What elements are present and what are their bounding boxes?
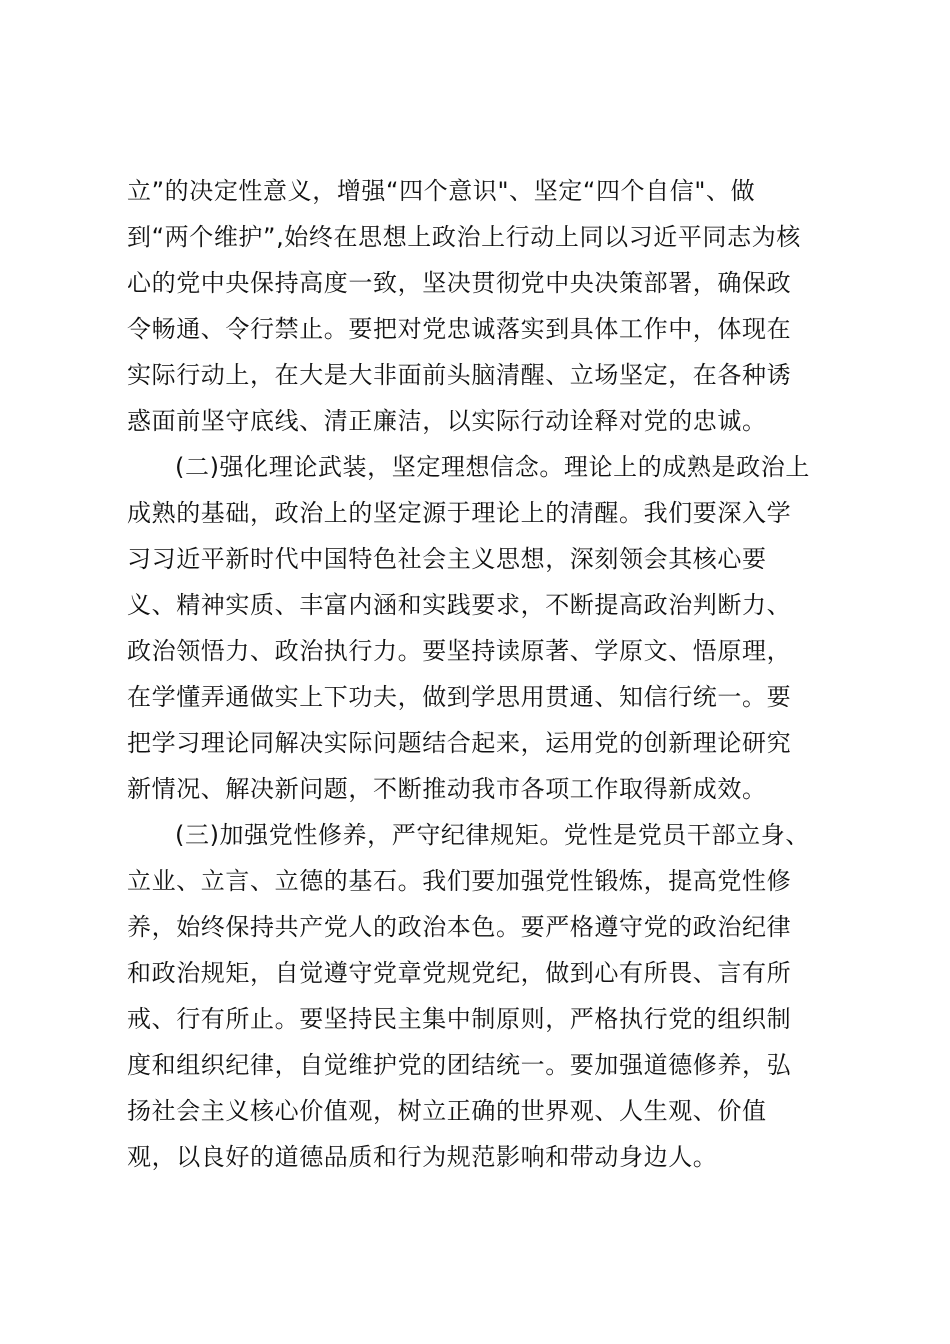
text-line: 把学习理论同解决实际问题结合起来，运用党的创新理论研究 — [127, 729, 792, 757]
text-line: 心的党中央保持高度一致，坚决贯彻党中央决策部署，确保政 — [127, 269, 792, 297]
text-line: 政治领悟力、政治执行力。要坚持读原著、学原文、悟原理， — [127, 637, 792, 665]
text-line: 新情况、解决新问题，不断推动我市各项工作取得新成效。 — [127, 775, 767, 803]
text-line: 立”的决定性意义，增强“四个意识"、坚定“四个自信"、做 — [127, 177, 756, 205]
text-line: 立业、立言、立德的基石。我们要加强党性锻炼，提高党性修 — [127, 867, 792, 895]
text-line: 义、精神实质、丰富内涵和实践要求，不断提高政治判断力、 — [127, 591, 792, 619]
text-line: 度和组织纪律，自觉维护党的团结统一。要加强道德修养，弘 — [127, 1051, 792, 1079]
paragraph-2 — [127, 444, 827, 812]
text-line: 实际行动上，在大是大非面前头脑清醒、立场坚定，在各种诱 — [127, 361, 792, 389]
paragraph-heading-line: (二)强化理论武装，坚定理想信念。理论上的成熟是政治上 — [175, 453, 810, 481]
text-line: 在学懂弄通做实上下功夫，做到学思用贯通、知信行统一。要 — [127, 683, 792, 711]
text-line: 养，始终保持共产党人的政治本色。要严格遵守党的政治纪律 — [127, 913, 792, 941]
document-body — [127, 168, 827, 1180]
text-line: 惑面前坚守底线、清正廉洁，以实际行动诠释对党的忠诚。 — [127, 407, 767, 435]
text-line: 到“两个维护”,始终在思想上政治上行动上同以习近平同志为核 — [127, 223, 801, 251]
text-line: 戒、行有所止。要坚持民主集中制原则，严格执行党的组织制 — [127, 1005, 792, 1033]
text-line: 习习近平新时代中国特色社会主义思想，深刻领会其核心要 — [127, 545, 767, 573]
text-line: 观，以良好的道德品质和行为规范影响和带动身边人。 — [127, 1143, 718, 1171]
paragraph-3 — [127, 812, 827, 1180]
text-line: 成熟的基础，政治上的坚定源于理论上的清醒。我们要深入学 — [127, 499, 792, 527]
paragraph-1 — [127, 168, 827, 444]
text-line: 令畅通、令行禁止。要把对党忠诚落实到具体工作中，体现在 — [127, 315, 792, 343]
paragraph-heading-line: (三)加强党性修养，严守纪律规矩。党性是党员干部立身、 — [175, 821, 810, 849]
text-line: 扬社会主义核心价值观，树立正确的世界观、人生观、价值 — [127, 1097, 767, 1125]
text-line: 和政治规矩，自觉遵守党章党规党纪，做到心有所畏、言有所 — [127, 959, 792, 987]
